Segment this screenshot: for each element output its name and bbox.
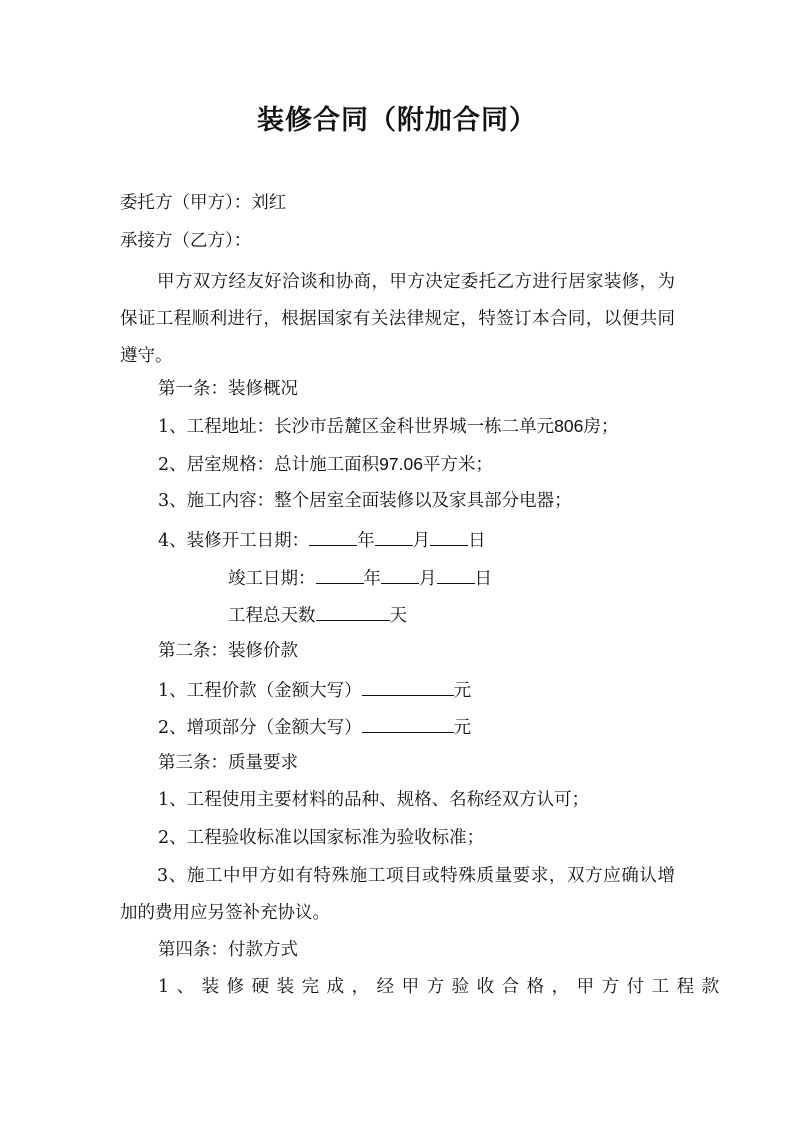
area-number: 97.06 xyxy=(379,454,423,474)
start-month-blank[interactable] xyxy=(375,527,413,546)
end-day-unit: 日 xyxy=(474,569,492,589)
project-address xyxy=(158,415,618,438)
article4-heading: 第四条：付款方式 xyxy=(158,940,298,960)
end-date-label: 竣工日期： xyxy=(228,569,316,589)
total-days-blank[interactable] xyxy=(316,602,390,621)
price-blank[interactable] xyxy=(362,677,454,696)
total-days-unit: 天 xyxy=(389,606,407,626)
total-days-label: 工程总天数 xyxy=(228,606,316,626)
address-suffix: 房； xyxy=(583,417,619,437)
end-date-line xyxy=(228,565,492,590)
end-day-blank[interactable] xyxy=(437,565,475,584)
extra-unit: 元 xyxy=(453,718,472,738)
total-days-line xyxy=(228,602,407,627)
intro-paragraph: 甲方双方经友好洽谈和协商，甲方决定委托乙方进行居家装修，为保证工程顺利进行，根据国家有关法律规定，特签订本合同，以便共同遵守。 xyxy=(120,272,675,366)
price-label: 1、工程价款（金额大写） xyxy=(158,681,362,701)
end-year-unit: 年 xyxy=(363,569,381,589)
party-b-line: 承接方（乙方）： xyxy=(120,231,252,251)
document-title: 装修合同（附加合同） xyxy=(257,105,537,136)
start-date-line xyxy=(158,527,486,552)
area-suffix: 平方米； xyxy=(422,455,493,475)
room-area xyxy=(158,453,493,476)
extra-label: 2、增项部分（金额大写） xyxy=(158,718,362,738)
quality-item-2: 2、工程验收标准以国家标准为验收标准； xyxy=(158,828,485,848)
quality-item-1: 1、工程使用主要材料的品种、规格、名称经双方认可； xyxy=(158,790,590,810)
party-a-line: 委托方（甲方）：刘红 xyxy=(120,193,287,213)
construction-content: 3、施工内容：整个居室全面装修以及家具部分电器； xyxy=(158,491,572,511)
start-date-label: 4、装修开工日期： xyxy=(158,531,310,551)
start-day-unit: 日 xyxy=(468,531,486,551)
extra-price-line xyxy=(158,714,471,739)
address-prefix: 1、工程地址：长沙市岳麓区金科世界城一栋二单元 xyxy=(158,417,555,437)
end-month-unit: 月 xyxy=(419,569,437,589)
start-day-blank[interactable] xyxy=(430,527,468,546)
area-prefix: 2、居室规格：总计施工面积 xyxy=(158,455,380,475)
payment-item-1: 1、装修硬装完成，经甲方验收合格，甲方付工程款 xyxy=(158,977,727,997)
article3-heading: 第三条：质量要求 xyxy=(158,753,298,773)
project-price-line xyxy=(158,677,471,702)
start-month-unit: 月 xyxy=(412,531,431,551)
article1-heading: 第一条：装修概况 xyxy=(158,379,298,399)
start-year-blank[interactable] xyxy=(309,527,357,546)
end-year-blank[interactable] xyxy=(316,565,364,584)
quality-item-3: 3、施工中甲方如有特殊施工项目或特殊质量要求，双方应确认增加的费用应另签补充协议。 xyxy=(120,866,675,923)
article2-heading: 第二条：装修价款 xyxy=(158,641,298,661)
end-month-blank[interactable] xyxy=(381,565,419,584)
extra-blank[interactable] xyxy=(362,714,454,733)
price-unit: 元 xyxy=(453,681,472,701)
address-number: 806 xyxy=(554,416,584,436)
start-year-unit: 年 xyxy=(357,531,375,551)
